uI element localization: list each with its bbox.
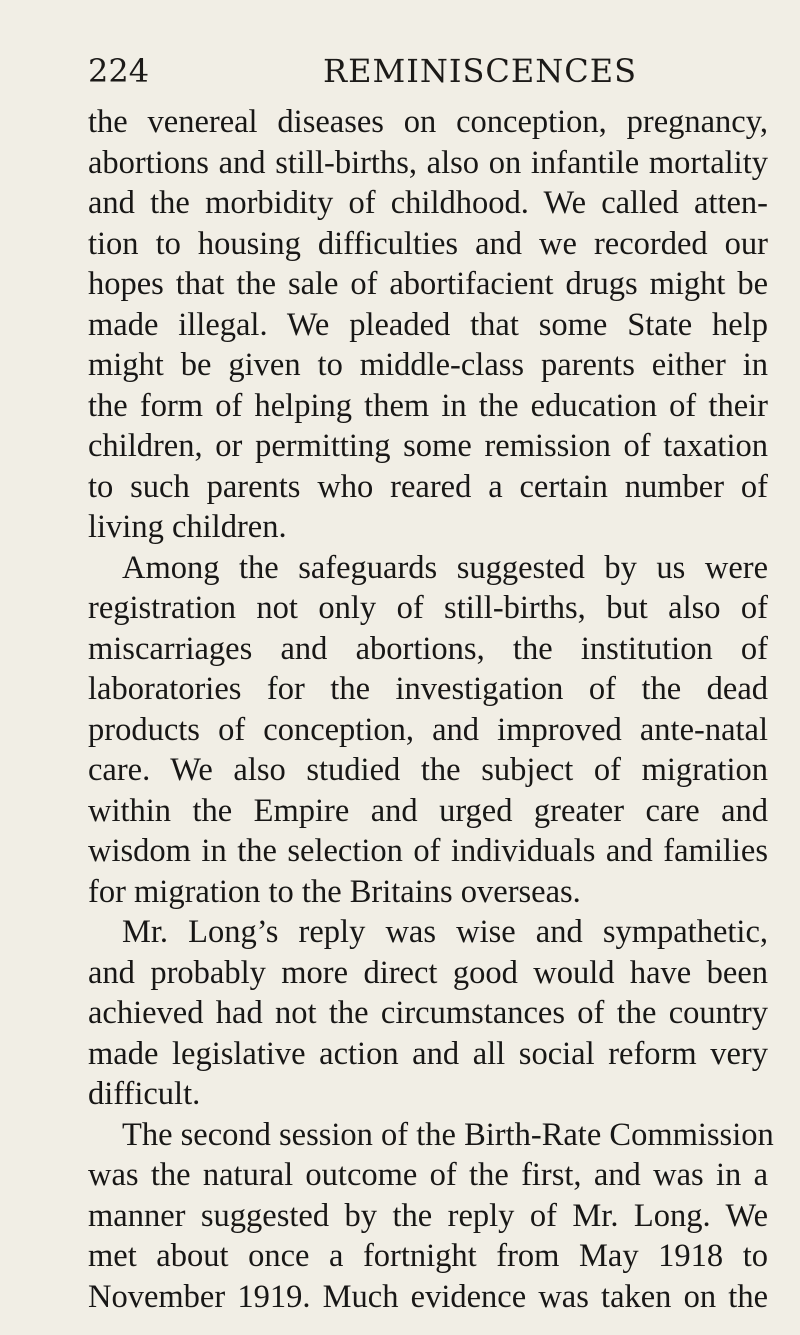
text-line: within the Empire and urged greater care and <box>88 792 768 829</box>
text-line: manner suggested by the reply of Mr. Long. We <box>88 1197 768 1234</box>
paragraph-start-line: The second session of the Birth-Rate Commission <box>122 1116 774 1153</box>
text-line: was the natural outcome of the first, and was in a <box>88 1157 768 1193</box>
text-line: the form of helping them in the education of their <box>88 387 768 424</box>
paragraph-start-line: Among the safeguards suggested by us were <box>122 549 768 586</box>
text-line: care. We also studied the subject of migration <box>88 752 768 788</box>
text-line: registration not only of still-births, but also of <box>88 590 768 626</box>
text-line: abortions and still-births, also on infantile mortality <box>88 144 768 181</box>
text-line: and the morbidity of childhood. We called atten- <box>88 185 768 221</box>
text-line: living children. <box>88 509 287 545</box>
text-line: miscarriages and abortions, the institution of <box>88 630 768 667</box>
text-line: children, or permitting some remission of taxation <box>88 428 768 464</box>
text-line: wisdom in the selection of individuals and families <box>88 833 768 869</box>
page-header <box>88 40 763 92</box>
text-line: met about once a fortnight from May 1918 to <box>88 1238 768 1274</box>
text-line: laboratories for the investigation of the dead <box>88 671 768 707</box>
text-line: made legislative action and all social reform very <box>88 1035 768 1072</box>
body-text <box>88 102 774 1317</box>
text-line: hopes that the sale of abortifacient drugs might be <box>88 266 768 302</box>
running-head: REMINISCENCES <box>323 52 638 90</box>
text-line: to such parents who reared a certain number of <box>88 468 768 505</box>
text-line: products of conception, and improved ante-natal <box>88 711 768 748</box>
page-number: 224 <box>88 52 150 90</box>
text-line: made illegal. We pleaded that some State help <box>88 306 768 343</box>
text-line: might be given to middle-class parents either in <box>88 347 768 383</box>
text-line: difficult. <box>88 1076 201 1112</box>
text-line: for migration to the Britains overseas. <box>88 873 581 910</box>
text-line: tion to housing difficulties and we recorded our <box>88 225 768 262</box>
text-line: achieved had not the circumstances of the country <box>88 995 768 1031</box>
text-line: the venereal diseases on conception, pregnancy, <box>88 104 768 140</box>
text-line: and probably more direct good would have been <box>88 954 768 991</box>
text-line: November 1919. Much evidence was taken on the <box>88 1278 768 1315</box>
paragraph-start-line: Mr. Long’s reply was wise and sympathetic, <box>122 914 768 950</box>
